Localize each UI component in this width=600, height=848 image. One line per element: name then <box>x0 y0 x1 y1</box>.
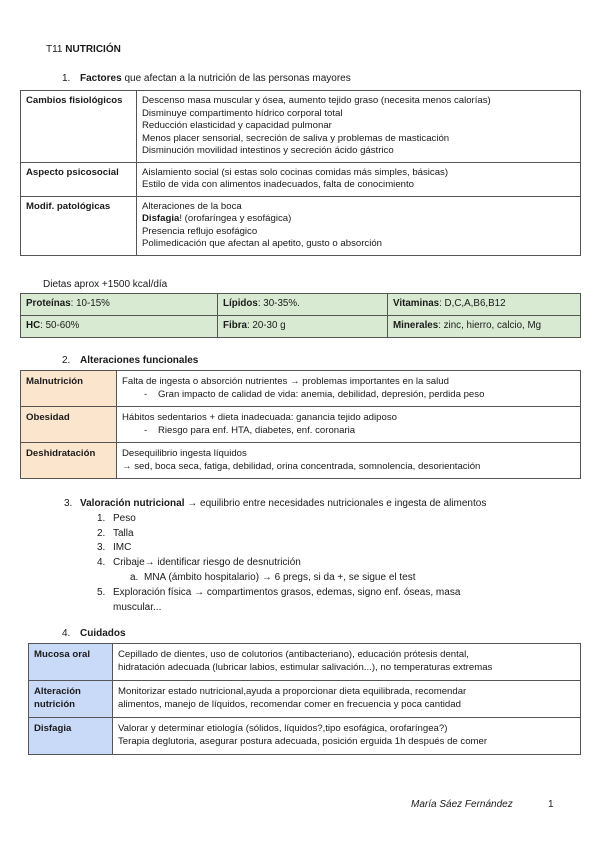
text-line: Reducción elasticidad y capacidad pulmonar <box>142 120 332 131</box>
section-title-bold: Factores <box>80 73 122 84</box>
text-line: Cepillado de dientes, uso de colutorios (antibacteriano), educación prótesis dental, <box>118 649 469 660</box>
diet-cell <box>388 316 581 338</box>
section-title-rest: → equilibrio entre necesidades nutricionales e ingesta de alimentos <box>187 498 487 509</box>
section-3-heading <box>64 497 486 512</box>
table-row <box>21 91 581 163</box>
diet-value: : zinc, hierro, calcio, Mg <box>438 320 542 332</box>
table-row <box>21 316 581 338</box>
diet-key: Proteínas <box>26 298 71 310</box>
item-number: 5. <box>97 586 106 598</box>
list-subitem <box>130 571 486 586</box>
section-title-rest: que afectan a la nutrición de las personas mayores <box>124 73 351 84</box>
sub-line <box>122 425 575 438</box>
text-line: Monitorizar estado nutricional,ayuda a proporcionar dieta equilibrada, recomendar <box>118 686 467 697</box>
diet-cell <box>218 316 388 338</box>
row-label: Malnutrición <box>21 371 117 407</box>
text-line: Hábitos sedentarios + dieta inadecuada: ganancia tejido adiposo <box>122 412 397 423</box>
item-number: 1. <box>97 512 106 524</box>
row-content <box>137 162 581 196</box>
table-row <box>21 407 581 443</box>
text-line: → sed, boca seca, fatiga, debilidad, orina concentrada, somnolencia, desorientación <box>122 460 481 472</box>
item-text: Exploración física → compartimentos grasos, edemas, signo enf. óseas, masa <box>113 586 461 598</box>
text-line: Disminuye compartimento hídrico corporal total <box>142 107 343 119</box>
alteraciones-table <box>20 370 581 479</box>
text-line: Disminución movilidad intestinos y secreción ácido gástrico <box>142 145 394 156</box>
sub-line <box>122 389 575 402</box>
row-content <box>137 91 581 163</box>
diet-cell <box>388 294 581 316</box>
row-content <box>137 196 581 255</box>
row-label: Obesidad <box>21 407 117 443</box>
section-title-bold: Alteraciones funcionales <box>80 355 199 366</box>
diet-value: : D,C,A,B6,B12 <box>439 298 506 310</box>
diet-value: : 30-35%. <box>257 298 300 310</box>
valoracion-list <box>64 497 486 615</box>
section-number: 2. <box>62 355 71 366</box>
diet-cell <box>21 316 218 338</box>
table-row <box>21 162 581 196</box>
item-number: 3. <box>97 542 106 554</box>
text-line: Polimedicación que afectan al apetito, gusto o absorción <box>142 238 382 249</box>
text-line: Descenso masa muscular y ósea, aumento tejido graso (necesita menos calorías) <box>142 95 491 106</box>
item-number: 2. <box>97 527 106 539</box>
item-number: 4. <box>97 557 106 569</box>
item-text: IMC <box>113 542 132 554</box>
dash-bullet: - <box>144 388 148 400</box>
row-content <box>117 371 581 407</box>
sub-text: Gran impacto de calidad de vida: anemia, debilidad, depresión, perdida peso <box>158 388 485 400</box>
text-line: Estilo de vida con alimentos inadecuados, falta de conocimiento <box>142 179 414 190</box>
row-content <box>113 644 581 681</box>
list-item <box>97 586 486 601</box>
row-content <box>113 718 581 755</box>
disfagia-bold: Disfagia <box>142 213 180 224</box>
diet-cell <box>21 294 218 316</box>
title-bold: NUTRICIÓN <box>65 44 121 55</box>
text-line: hidratación adecuada (lubricar labios, estimular salivación...), no temperaturas extremas <box>118 661 493 673</box>
row-label: Aspecto psicosocial <box>21 162 137 196</box>
sub-text: Riesgo para enf. HTA, diabetes, enf. coronaria <box>158 424 356 436</box>
diet-key: Minerales <box>393 320 439 332</box>
table-row <box>29 718 581 755</box>
text-line: Menos placer sensorial, secreción de saliva y problemas de masticación <box>142 132 450 144</box>
section-2-heading <box>62 355 198 366</box>
list-item <box>97 512 486 527</box>
page-title <box>46 44 121 55</box>
diet-cell <box>218 294 388 316</box>
dash-bullet: - <box>144 424 148 436</box>
item-number: a. <box>130 571 139 583</box>
row-content <box>117 443 581 479</box>
item-text: Peso <box>113 512 136 524</box>
diet-key: Lípidos <box>223 298 258 310</box>
table-row <box>21 196 581 255</box>
list-item <box>97 556 486 571</box>
list-item <box>97 527 486 542</box>
footer-page-number: 1 <box>548 799 554 810</box>
cuidados-table <box>28 643 581 755</box>
diet-value: : 10-15% <box>70 298 110 310</box>
row-content <box>117 407 581 443</box>
list-item <box>97 541 486 556</box>
row-label: Modif. patológicas <box>21 196 137 255</box>
diet-value: : 50-60% <box>40 320 80 332</box>
table-row <box>21 294 581 316</box>
section-title-bold: Valoración nutricional <box>80 498 185 509</box>
footer-author: María Sáez Fernández <box>411 799 513 810</box>
diet-note: Dietas aprox +1500 kcal/día <box>43 279 168 290</box>
section-4-heading <box>62 628 126 639</box>
row-label: Cambios fisiológicos <box>21 91 137 163</box>
section-title-bold: Cuidados <box>80 628 126 639</box>
disfagia-rest: ! (orofaríngea y esofágica) <box>179 213 292 224</box>
section-number: 3. <box>64 498 73 509</box>
row-content <box>113 681 581 718</box>
text-line: Desequilibrio ingesta líquidos <box>122 448 247 459</box>
text-line: Terapia deglutoria, asegurar postura adecuada, posición erguida 1h después de comer <box>118 735 488 747</box>
title-prefix: T11 <box>46 44 63 55</box>
diet-key: Fibra <box>223 320 247 332</box>
diet-value: : 20-30 g <box>246 320 286 332</box>
text-line: Aislamiento social (si estas solo cocinas comidas más simples, básicas) <box>142 166 449 178</box>
row-label: Deshidratación <box>21 443 117 479</box>
row-label: Alteración nutrición <box>29 681 113 718</box>
text-line: Alteraciones de la boca <box>142 200 242 212</box>
item-text: Talla <box>113 527 134 539</box>
factores-table <box>20 90 581 256</box>
text-line: alimentos, manejo de líquidos, recomendar comer en frecuencia y poca cantidad <box>118 698 461 710</box>
section-number: 1. <box>62 73 71 84</box>
table-row <box>29 644 581 681</box>
table-row <box>21 443 581 479</box>
section-1-heading <box>62 73 351 84</box>
section-number: 4. <box>62 628 71 639</box>
text-line: Valorar y determinar etiología (sólidos, líquidos?,tipo esofágica, orofaríngea?) <box>118 723 448 734</box>
diet-table <box>20 293 581 338</box>
table-row <box>29 681 581 718</box>
row-label: Mucosa oral <box>29 644 113 681</box>
diet-key: Vitaminas <box>393 298 440 310</box>
item-text: Cribaje→ identificar riesgo de desnutrición <box>113 557 301 569</box>
item-text: MNA (ámbito hospitalario) → 6 pregs, si da +, se sigue el test <box>144 571 416 583</box>
item-continuation: muscular... <box>113 601 162 613</box>
table-row <box>21 371 581 407</box>
text-line: Falta de ingesta o absorción nutrientes → problemas importantes en la salud <box>122 376 449 387</box>
text-line: Presencia reflujo esofágico <box>142 225 258 237</box>
diet-key: HC <box>26 320 41 332</box>
text-line <box>142 213 575 226</box>
row-label: Disfagia <box>29 718 113 755</box>
